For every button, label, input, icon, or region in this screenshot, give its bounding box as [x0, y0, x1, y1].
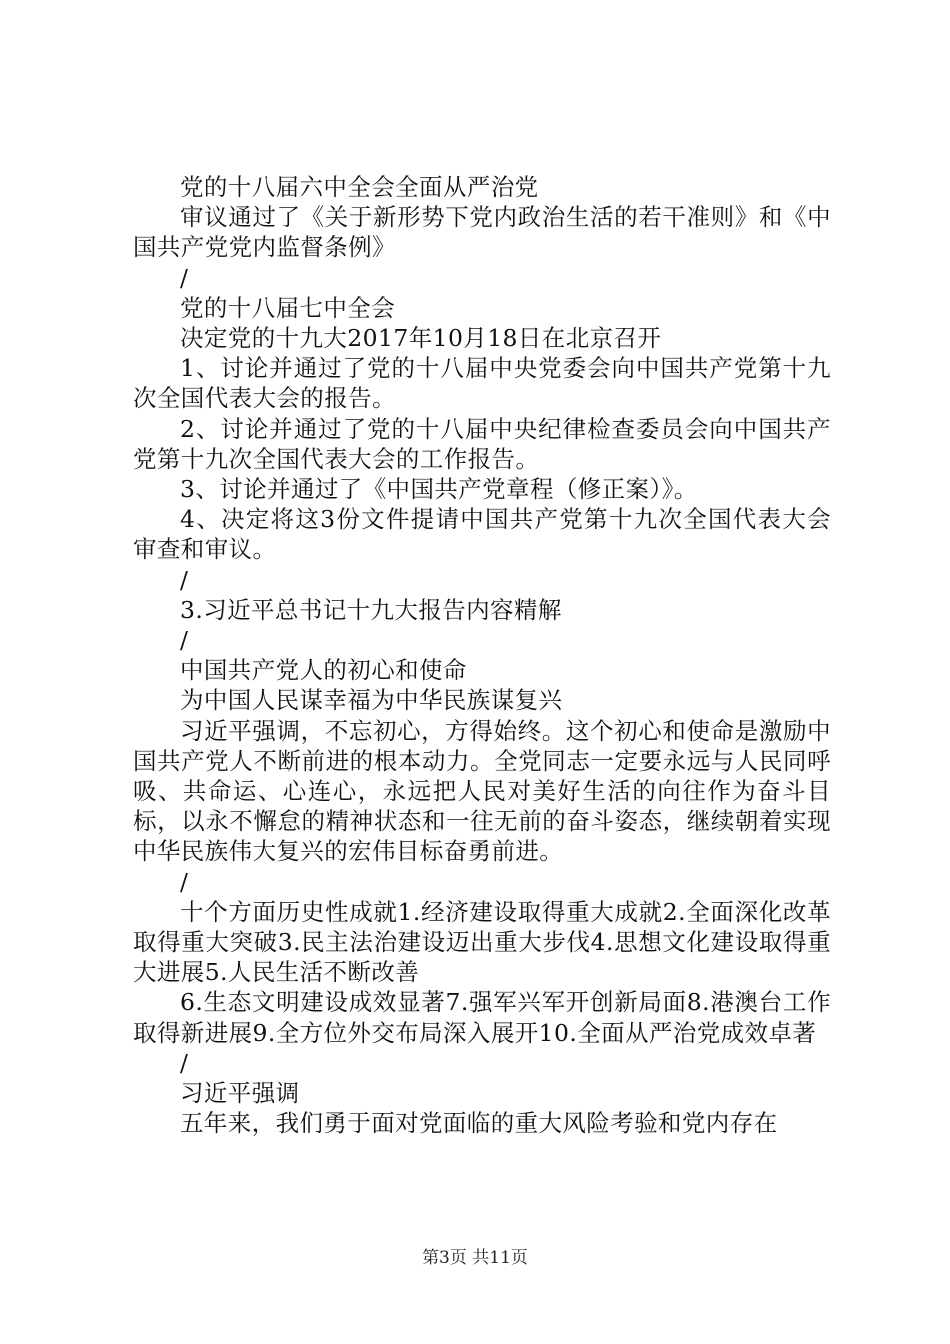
separator: / — [180, 626, 189, 655]
paragraph: 为中国人民谋幸福为中华民族谋复兴 — [180, 686, 563, 715]
paragraph: 决定党的十九大2017年10月18日在北京召开 — [180, 324, 662, 353]
list-item: 2、讨论并通过了党的十八届中央纪律检查委员会向中国共产党第十九次全国代表大会的工作报告。 — [133, 414, 831, 473]
paragraph: 习近平强调 — [180, 1079, 300, 1108]
paragraph: 十个方面历史性成就1.经济建设取得重大成就2.全面深化改革取得重大突破3.民主法治建设迈出重大步伐4.思想文化建设取得重大进展5.人民生活不断改善 — [133, 897, 831, 987]
separator: / — [180, 1048, 189, 1077]
paragraph: 6.生态文明建设成效显著7.强军兴军开创新局面8.港澳台工作取得新进展9.全方位外交布局深入展开10.全面从严治党成效卓著 — [133, 988, 831, 1047]
page-footer: 第3页 共11页 — [422, 1248, 528, 1268]
separator: / — [180, 263, 189, 292]
list-item: 4、决定将这3份文件提请中国共产党第十九次全国代表大会审查和审议。 — [133, 505, 831, 564]
paragraph: 党的十八届六中全会全面从严治党 — [180, 173, 539, 201]
paragraph: 中国共产党人的初心和使命 — [180, 656, 467, 685]
separator: / — [180, 565, 189, 594]
list-item: 1、讨论并通过了党的十八届中央党委会向中国共产党第十九次全国代表大会的报告。 — [133, 354, 831, 413]
paragraph: 审议通过了《关于新形势下党内政治生活的若干准则》和《中国共产党党内监督条例》 — [133, 203, 831, 262]
paragraph: 习近平强调，不忘初心，方得始终。这个初心和使命是激励中国共产党人不断前进的根本动力。全党同志一定要永远与人民同呼吸、共命运、心连心，永远把人民对美好生活的向往作为奋斗目标，以永不懈怠的精神状态和一往无前的奋斗姿态，继续朝着实现中华民族伟大复兴的宏伟目标奋勇前进。 — [133, 716, 831, 866]
list-item: 3、讨论并通过了《中国共产党章程（修正案）》。 — [180, 475, 698, 504]
paragraph: 党的十八届七中全会 — [180, 293, 396, 322]
section-heading: 3.习近平总书记十九大报告内容精解 — [180, 595, 562, 624]
paragraph: 五年来，我们勇于面对党面临的重大风险考验和党内存在 — [180, 1109, 778, 1138]
document-body — [133, 172, 831, 1139]
separator: / — [180, 867, 189, 896]
